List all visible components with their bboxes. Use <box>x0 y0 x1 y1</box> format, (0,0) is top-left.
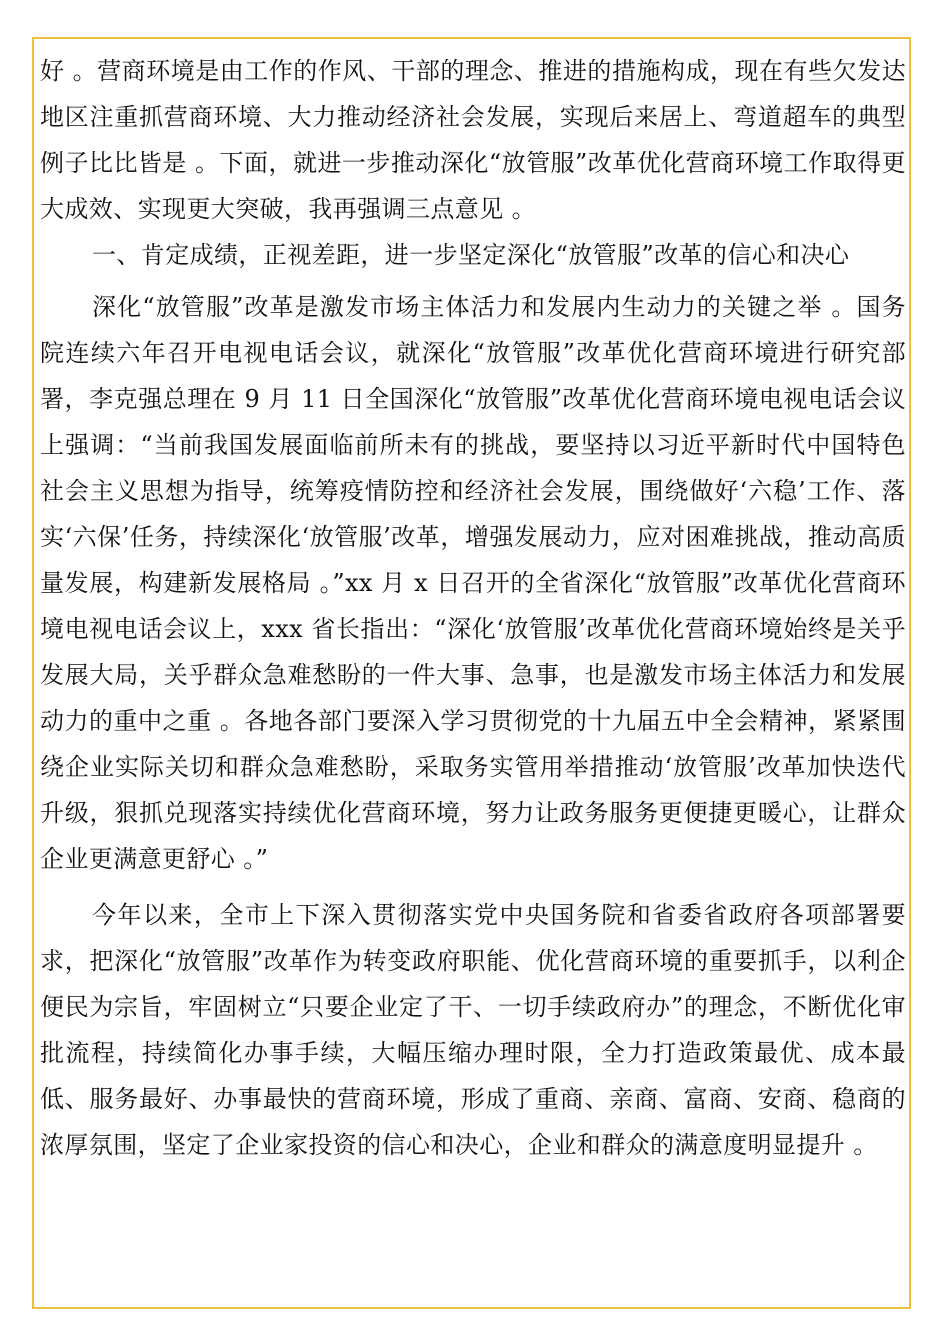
paragraph-intro-continuation: 好 。营商环境是由工作的作风、干部的理念、推进的措施构成，现在有些欠发达地区注重抓营商环境、大力推动经济社会发展，实现后来居上、弯道超车的典型例子比比皆是 。下面，就进一步推动深化“放管服”改革优化营商环境工作取得更大成效、实现更大突破，我再强调三点意见 。 <box>40 57 906 223</box>
paragraph-policy-quotes: 深化“放管服”改革是激发市场主体活力和发展内生动力的关键之举 。国务院连续六年召开电视电话会议，就深化“放管服”改革优化营商环境进行研究部署，李克强总理在 9 月 11 日全国深化“放管服”改革优化营商环境电视电话会议上强调：“当前我国发展面临前所未有的挑战，要坚持以习近平新时代中国特色社会主义思想为指导，统筹疫情防控和经济社会发展，围绕做好‘六稳’工作、落实‘六保’任务，持续深化‘放管服’改革，增强发展动力，应对困难挑战，推动高质量发展，构建新发展格局 。”xx 月 x 日召开的全省深化“放管服”改革优化营商环境电视电话会议上，xxx 省长指出：“深化‘放管服’改革优化营商环境始终是关乎发展大局，关乎群众急难愁盼的一件大事、急事，也是激发市场主体活力和发展动力的重中之重 。各地各部门要深入学习贯彻党的十九届五中全会精神，紧紧围绕企业实际关切和群众急难愁盼，采取务实管用举措推动‘放管服’改革加快迭代升级，狠抓兑现落实持续优化营商环境，努力让政务服务更便捷更暖心，让群众企业更满意更舒心 。” <box>40 293 906 873</box>
paragraph-city-progress: 今年以来，全市上下深入贯彻落实党中央国务院和省委省政府各项部署要求，把深化“放管服”改革作为转变政府职能、优化营商环境的重要抓手，以利企便民为宗旨，牢固树立“只要企业定了干、一切手续政府办”的理念，不断优化审批流程，持续简化办事手续，大幅压缩办理时限，全力打造政策最优、成本最低、服务最好、办事最快的营商环境，形成了重商、亲商、富商、安商、稳商的浓厚氛围，坚定了企业家投资的信心和决心，企业和群众的满意度明显提升 。 <box>40 901 906 1159</box>
document-body <box>40 48 906 1168</box>
section-heading-one: 一、肯定成绩，正视差距，进一步坚定深化“放管服”改革的信心和决心 <box>92 241 850 269</box>
